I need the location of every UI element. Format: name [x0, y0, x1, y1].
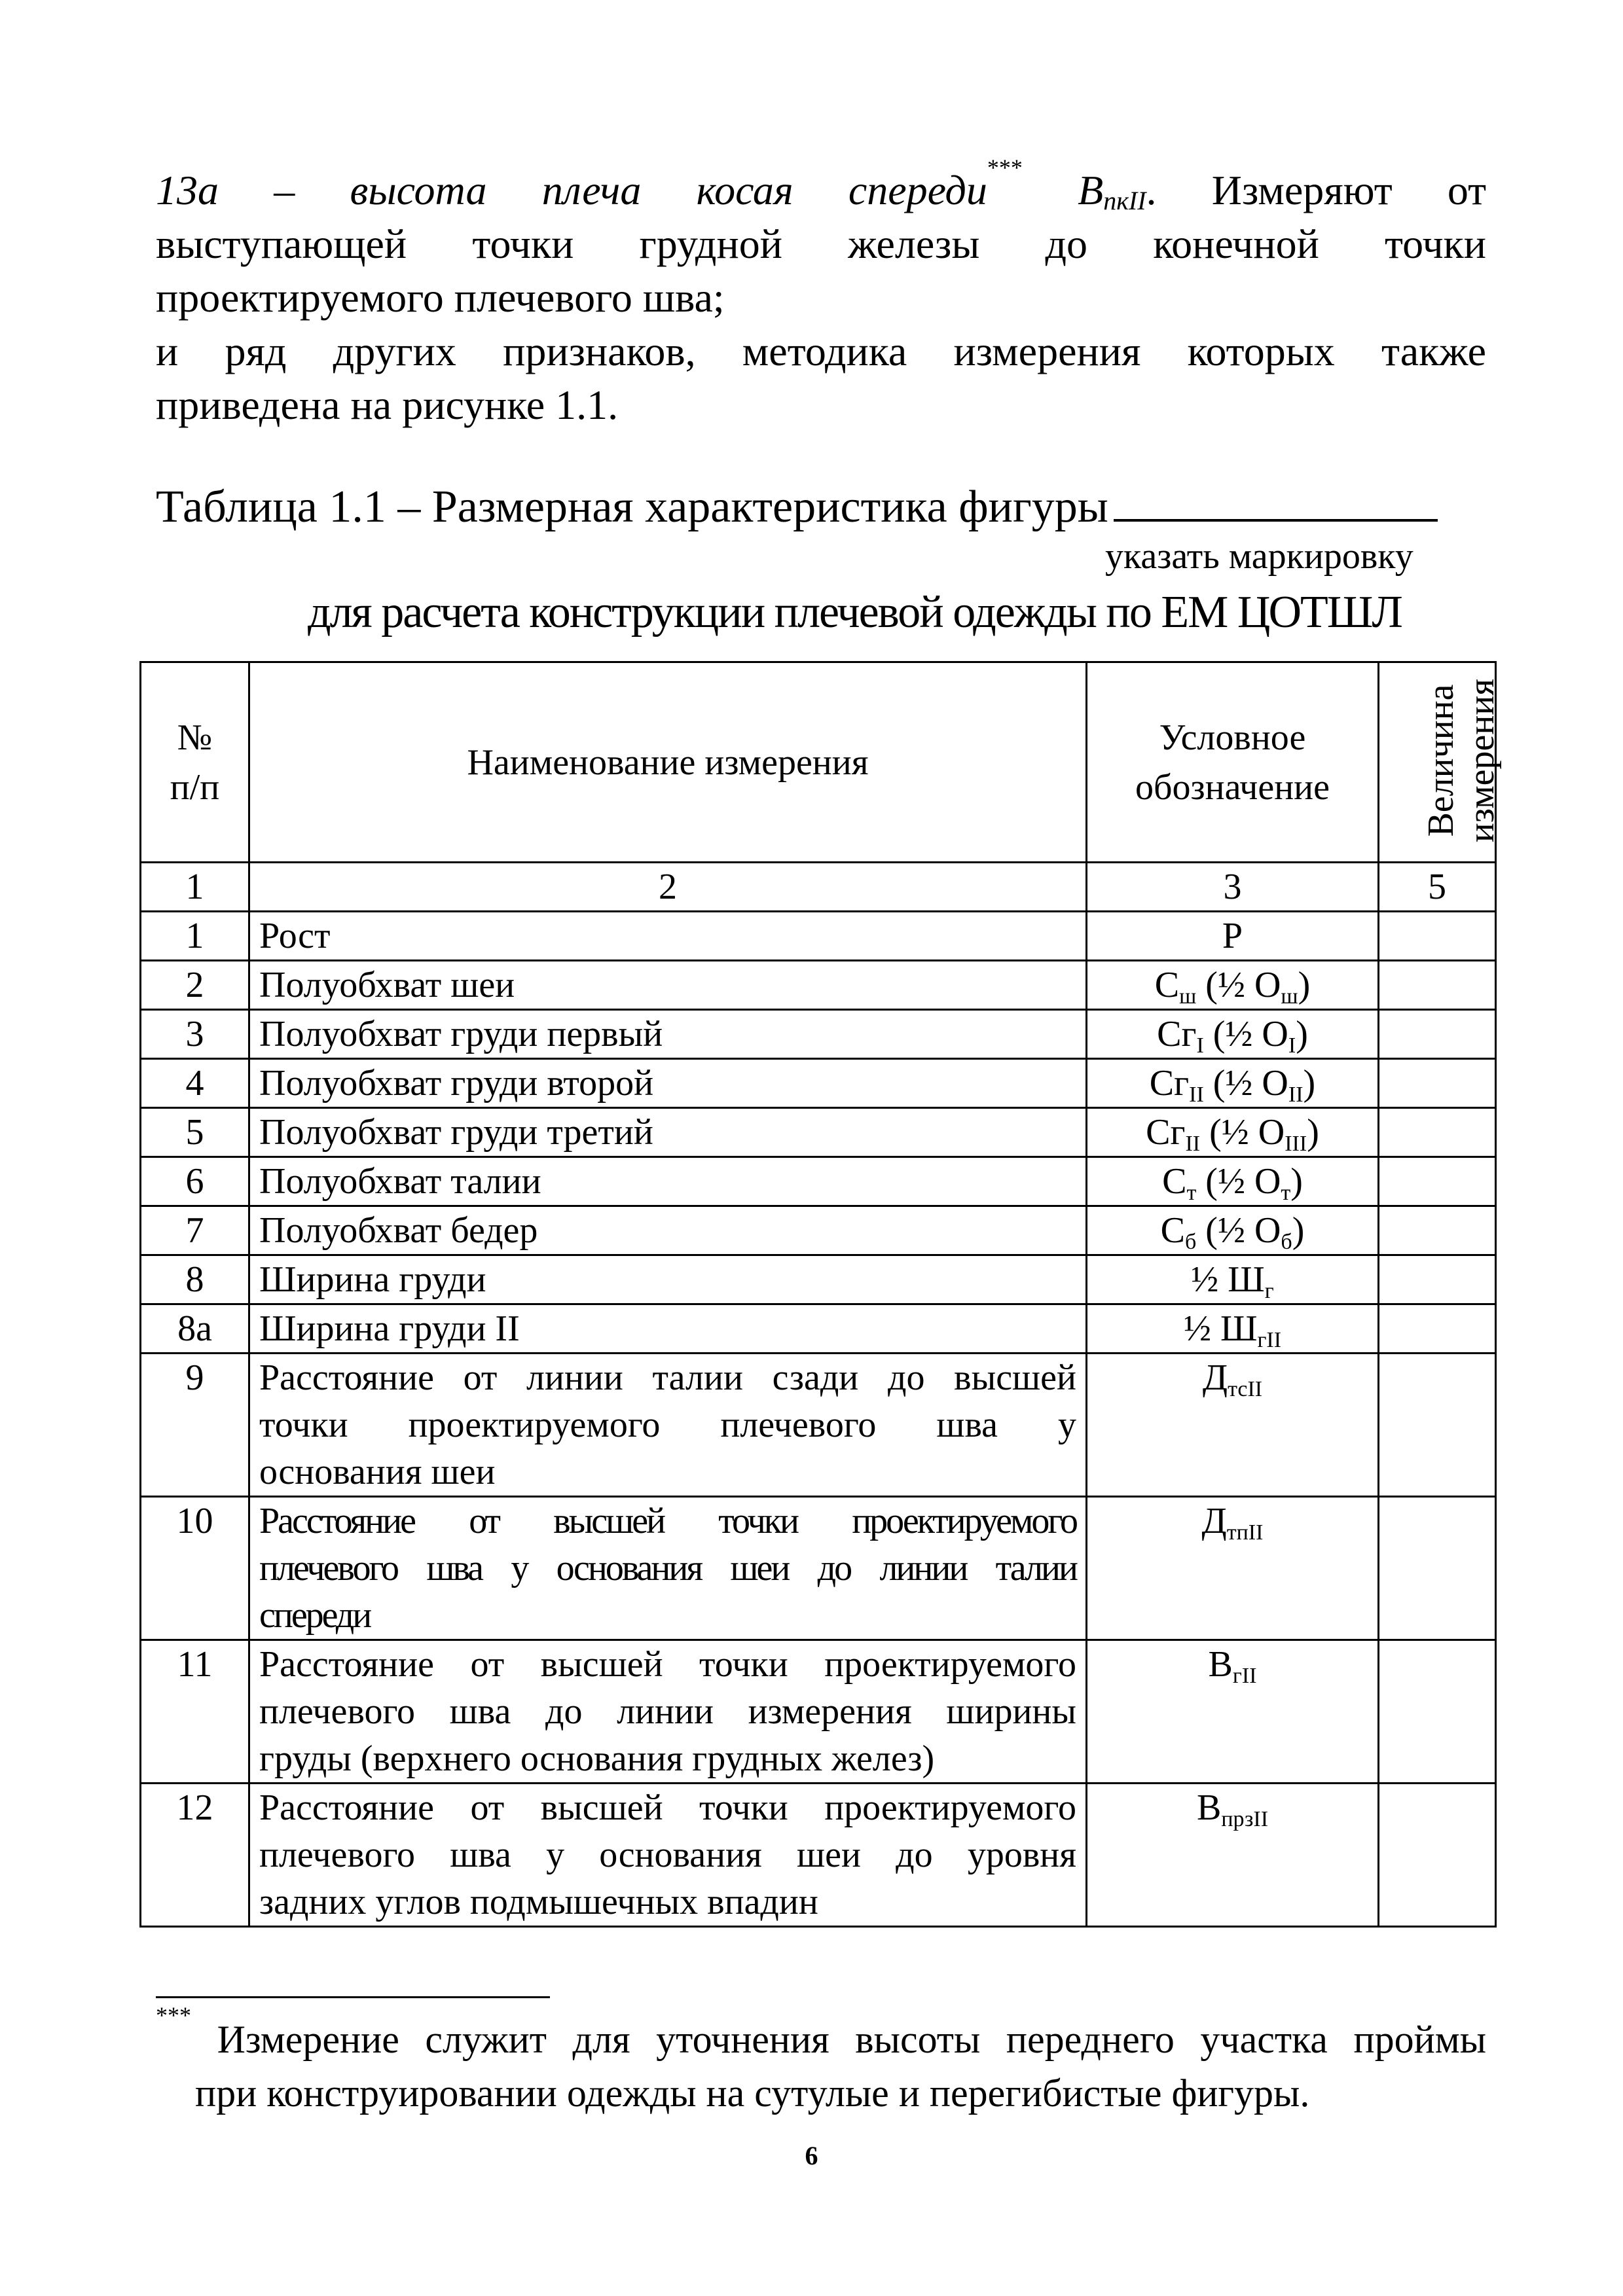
row-number: 7	[141, 1206, 249, 1255]
row-name: Ширина груди	[249, 1255, 1087, 1304]
row-value	[1379, 1206, 1496, 1255]
row-name: Расстояние от линии талии сзади до высшей точки проектируемого плечевого шва у основания шеи	[249, 1354, 1087, 1497]
col-num-5: 5	[1379, 863, 1496, 912]
row-number: 4	[141, 1059, 249, 1108]
header-name: Наименование измерения	[249, 662, 1087, 863]
row-symbol: СгII (½ ОII)	[1087, 1059, 1379, 1108]
row-symbol: Ст (½ От)	[1087, 1157, 1379, 1206]
symbol: $В_{пкII}$	[1078, 167, 1146, 215]
row-symbol: ½ Шг	[1087, 1255, 1379, 1304]
intro-line-1-rest: . Измеряют от	[1146, 167, 1487, 213]
table-row	[141, 1108, 1496, 1157]
row-name: Расстояние от высшей точки проектируемого плечевого шва у основания шеи до уровня задних углов подмышечных впадин	[249, 1784, 1087, 1927]
row-name: Полуобхват груди второй	[249, 1059, 1087, 1108]
table-row	[141, 1157, 1496, 1206]
footnote-line-2: при конструировании одежды на сутулые и перегибистые фигуры.	[195, 2072, 1310, 2115]
row-value	[1379, 1304, 1496, 1354]
row-number: 1	[141, 912, 249, 961]
row-number: 6	[141, 1157, 249, 1206]
row-value	[1379, 1784, 1496, 1927]
header-value: Величина измерения	[1379, 662, 1496, 863]
footnote-line-1: *** Измерение служит для уточнения высоты переднего участка проймы	[156, 2002, 1486, 2061]
table-caption	[156, 480, 1438, 534]
row-symbol: СгI (½ ОI)	[1087, 1010, 1379, 1059]
row-name: Полуобхват груди третий	[249, 1108, 1087, 1157]
row-name: Полуобхват шеи	[249, 961, 1087, 1010]
intro-line-5: приведена на рисунке 1.1.	[156, 382, 619, 428]
row-value	[1379, 1059, 1496, 1108]
row-value	[1379, 1640, 1496, 1784]
row-value	[1379, 912, 1496, 961]
col-num-3: 3	[1087, 863, 1379, 912]
row-name: Расстояние от высшей точки проектируемого плечевого шва до линии измерения ширины груды (верхнего основания грудных желез)	[249, 1640, 1087, 1784]
row-name: Рост	[249, 912, 1087, 961]
header-symbol: Условное обозначение	[1087, 662, 1379, 863]
table-row	[141, 1059, 1496, 1108]
row-number: 10	[141, 1497, 249, 1640]
row-number: 9	[141, 1354, 249, 1497]
col-num-2: 2	[249, 863, 1087, 912]
row-symbol: Р	[1087, 912, 1379, 961]
row-symbol: Сб (½ Об)	[1087, 1206, 1379, 1255]
row-value	[1379, 1108, 1496, 1157]
row-value	[1379, 1255, 1496, 1304]
row-symbol: ДтпII	[1087, 1497, 1379, 1640]
blank-hint: указать маркировку	[1105, 536, 1413, 577]
row-symbol: ДтсII	[1087, 1354, 1379, 1497]
table-row	[141, 1255, 1496, 1304]
table-row	[141, 1640, 1496, 1784]
row-value	[1379, 1354, 1496, 1497]
table-row	[141, 1206, 1496, 1255]
table-row	[141, 1784, 1496, 1927]
row-name: Полуобхват бедер	[249, 1206, 1087, 1255]
table-row	[141, 961, 1496, 1010]
header-num: № п/п	[141, 662, 249, 863]
table-row	[141, 1497, 1496, 1640]
item-number: 13а	[156, 167, 219, 213]
intro-paragraph	[156, 154, 1487, 432]
table-title: Таблица 1.1 – Размерная характеристика фигуры	[156, 482, 1108, 532]
row-symbol: СгII (½ ОIII)	[1087, 1108, 1379, 1157]
row-number: 8	[141, 1255, 249, 1304]
row-number: 2	[141, 961, 249, 1010]
intro-line-3: проектируемого плечевого шва;	[156, 274, 725, 321]
table-row	[141, 1354, 1496, 1497]
row-name: Полуобхват талии	[249, 1157, 1087, 1206]
row-number: 12	[141, 1784, 249, 1927]
column-number-row	[141, 863, 1496, 912]
row-symbol: ВгII	[1087, 1640, 1379, 1784]
table-row	[141, 1010, 1496, 1059]
row-number: 8а	[141, 1304, 249, 1354]
table-row	[141, 1304, 1496, 1354]
footnote-separator	[156, 1996, 550, 1998]
intro-line-2: выступающей точки грудной железы до конечной точки	[156, 221, 1486, 267]
page-number: 6	[805, 2141, 818, 2170]
table-subtitle: для расчета конструкции плечевой одежды по ЕМ ЦОТШЛ	[308, 587, 1402, 637]
col-num-1: 1	[141, 863, 249, 912]
row-value	[1379, 961, 1496, 1010]
footnote-mark: ***	[156, 2002, 191, 2028]
row-number: 11	[141, 1640, 249, 1784]
intro-line-1	[156, 154, 1487, 217]
row-value	[1379, 1497, 1496, 1640]
table-row	[141, 912, 1496, 961]
row-symbol: Сш (½ Ош)	[1087, 961, 1379, 1010]
intro-line-4: и ряд других признаков, методика измерения которых также	[156, 328, 1486, 374]
row-name: Расстояние от высшей точки проектируемого плечевого шва у основания шеи до линии талии спереди	[249, 1497, 1087, 1640]
row-name: Ширина груди II	[249, 1304, 1087, 1354]
row-number: 5	[141, 1108, 249, 1157]
row-value	[1379, 1010, 1496, 1059]
term-footnote-mark: ***	[987, 154, 1023, 181]
row-name: Полуобхват груди первый	[249, 1010, 1087, 1059]
row-symbol: ВпрзII	[1087, 1784, 1379, 1927]
row-symbol: ½ ШгII	[1087, 1304, 1379, 1354]
dash: –	[274, 167, 295, 213]
row-value	[1379, 1157, 1496, 1206]
footnote	[156, 2002, 1486, 2120]
table-header-row	[141, 662, 1496, 863]
term: высота плеча косая спереди	[350, 167, 987, 213]
measurements-table	[139, 661, 1503, 1928]
fill-in-blank	[1114, 480, 1438, 522]
row-number: 3	[141, 1010, 249, 1059]
